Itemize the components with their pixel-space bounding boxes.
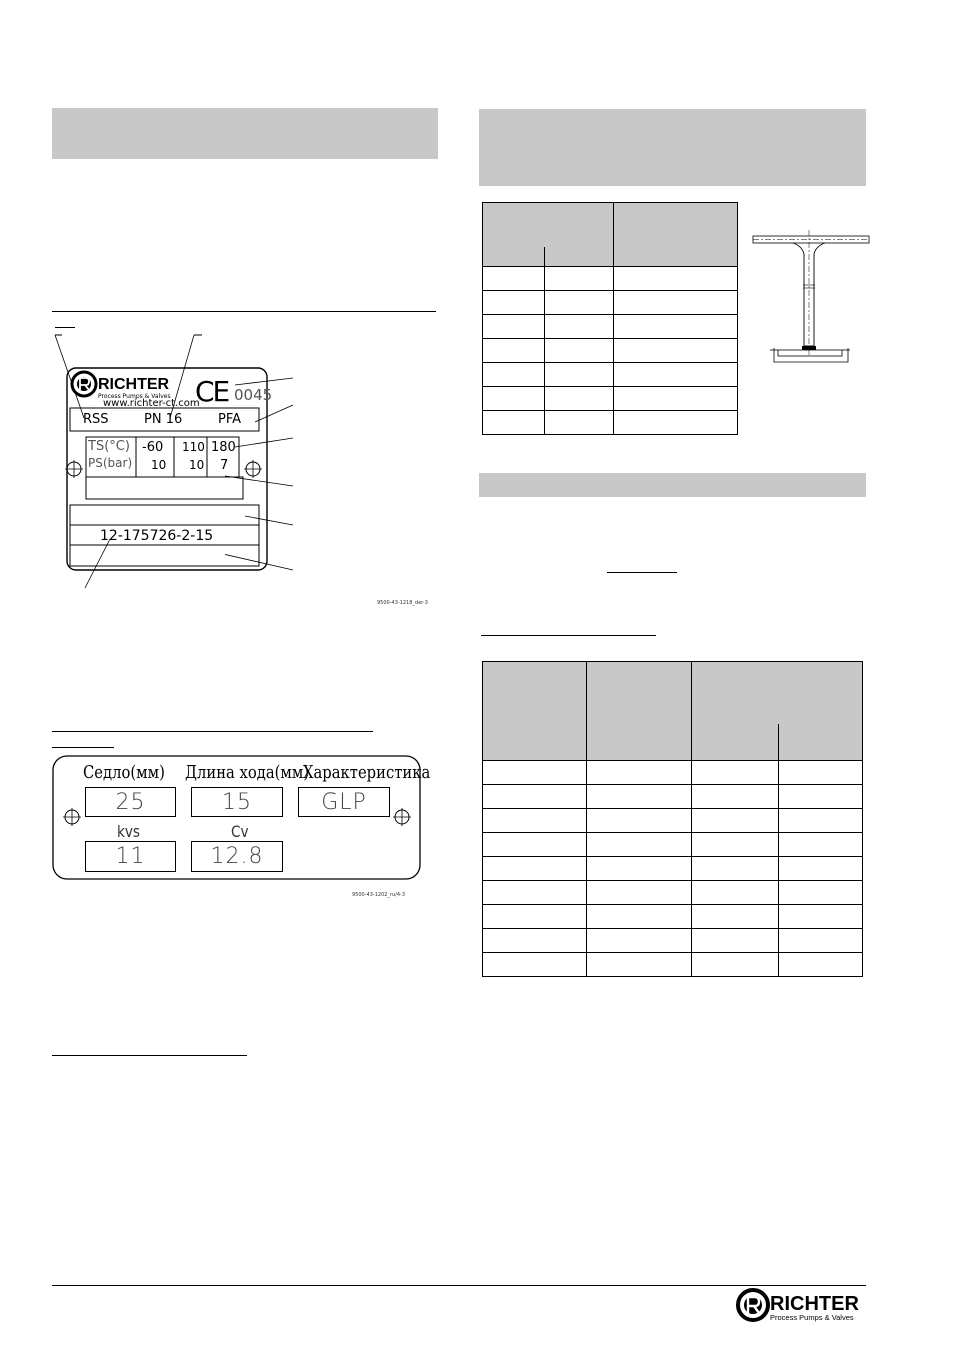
stroke-value: 15	[191, 787, 283, 817]
table-1-header-cell-2	[614, 203, 738, 267]
left-section-header	[52, 108, 438, 159]
left-rule-2-short	[52, 747, 114, 748]
table-row	[483, 929, 863, 953]
left-rule-1	[52, 311, 436, 312]
table-row	[483, 809, 863, 833]
stroke-label: Длина хода(мм)	[185, 762, 310, 783]
ps-label: PS(bar)	[88, 456, 133, 470]
table-row	[483, 857, 863, 881]
table-row	[483, 315, 738, 339]
table-row	[483, 267, 738, 291]
ts-value-2: 110	[182, 440, 205, 454]
ts-value-3: 180	[211, 440, 236, 455]
ts-label: TS(°C)	[88, 439, 130, 454]
nameplate-website: www.richter-ct.com	[103, 398, 200, 409]
nameplate-pressure-class: PN 16	[144, 412, 183, 427]
table-row	[483, 785, 863, 809]
right-section-header	[479, 109, 866, 186]
seat-value: 25	[85, 787, 176, 817]
ps-value-2: 10	[189, 458, 205, 472]
seat-plate-drawing-ref: 9500-43-1202_ru/4-3	[352, 892, 405, 898]
table-row	[483, 905, 863, 929]
nameplate-serial: 12-175726-2-15	[100, 528, 214, 544]
footer-logo-sub: Process Pumps & Valves	[770, 1313, 854, 1322]
table-2	[482, 661, 863, 977]
characteristic-label: Характеристика	[303, 762, 431, 783]
valve-sketch	[750, 230, 872, 370]
left-rule-1-short	[55, 327, 75, 328]
footer-logo-brand: RICHTER	[770, 1293, 859, 1315]
kvs-value: 11	[85, 841, 176, 872]
table-row	[483, 881, 863, 905]
ps-value-3: 7	[220, 458, 229, 473]
nameplate-drawing-ref: 9500-43-1218_der-3	[377, 600, 428, 606]
table-row	[483, 411, 738, 435]
table-2-header-cell-1	[483, 662, 587, 761]
footer-logo-mark	[735, 1287, 771, 1323]
left-rule-3	[52, 1055, 247, 1056]
seat-label: Седло(мм)	[83, 762, 165, 783]
table-2-header-cell-3	[692, 662, 863, 761]
kvs-label: kvs	[117, 822, 141, 841]
table-row	[483, 339, 738, 363]
table-1-header	[483, 203, 738, 267]
nameplate-model: RSS	[83, 412, 109, 427]
right-rule-1	[607, 572, 677, 573]
right-rule-2	[481, 635, 656, 636]
footer-rule	[52, 1285, 866, 1286]
table-2-header	[483, 662, 863, 761]
table-1	[482, 202, 738, 435]
nameplate-lining: PFA	[218, 412, 242, 427]
ce-number: 0045	[234, 386, 273, 404]
nameplate-leaders	[225, 370, 300, 575]
cv-value: 12.8	[191, 841, 283, 872]
table-row	[483, 363, 738, 387]
table-row	[483, 387, 738, 411]
table-row	[483, 291, 738, 315]
cv-label: Cv	[231, 822, 249, 841]
nameplate-brand: RICHTER	[98, 376, 170, 393]
table-1-header-cell-1	[483, 203, 614, 267]
left-rule-2	[52, 731, 373, 732]
table-row	[483, 833, 863, 857]
right-section-header-2	[479, 473, 866, 497]
ce-mark: CE	[195, 375, 229, 408]
table-row	[483, 953, 863, 977]
ts-value-1: -60	[142, 440, 164, 455]
characteristic-value: GLP	[298, 787, 390, 817]
nameplate-brand-sub: Process Pumps & Valves	[98, 393, 171, 400]
table-2-header-cell-2	[587, 662, 692, 761]
ps-value-1: 10	[151, 458, 167, 472]
table-row	[483, 761, 863, 785]
